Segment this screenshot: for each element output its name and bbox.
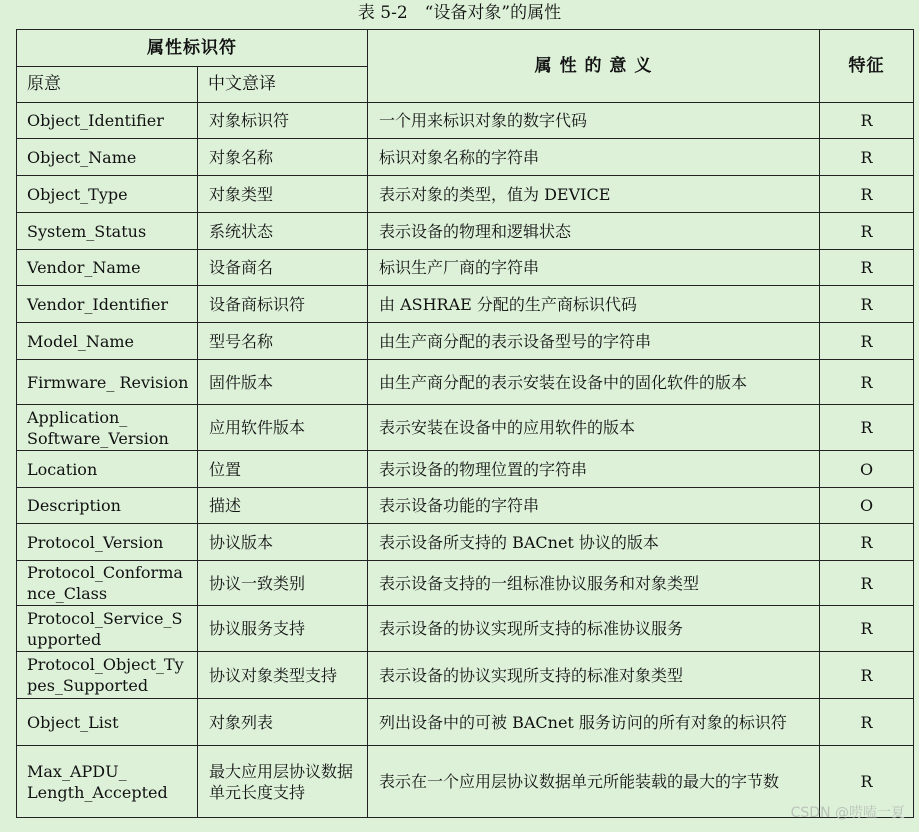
cell-feature: R bbox=[820, 561, 914, 606]
cell-feature: O bbox=[820, 451, 914, 488]
table-row bbox=[17, 699, 914, 746]
table-row bbox=[17, 213, 914, 250]
cell-feature: R bbox=[820, 360, 914, 405]
cell-meaning: 由 ASHRAE 分配的生产商标识代码 bbox=[368, 286, 820, 323]
header-property-identifier: 属性标识符 bbox=[17, 30, 368, 67]
cell-original: Object_List bbox=[17, 699, 198, 746]
cell-original: Vendor_Identifier bbox=[17, 286, 198, 323]
cell-original: Protocol_Object_Ty pes_Supported bbox=[17, 652, 198, 699]
table-row bbox=[17, 360, 914, 405]
table-row bbox=[17, 606, 914, 652]
cell-meaning: 表示设备功能的字符串 bbox=[368, 488, 820, 524]
cell-chinese: 应用软件版本 bbox=[198, 405, 368, 451]
cell-chinese: 协议版本 bbox=[198, 524, 368, 561]
cell-chinese: 协议对象类型支持 bbox=[198, 652, 368, 699]
table-row bbox=[17, 286, 914, 323]
cell-meaning: 一个用来标识对象的数字代码 bbox=[368, 103, 820, 139]
cell-meaning: 表示设备的协议实现所支持的标准协议服务 bbox=[368, 606, 820, 652]
cell-chinese: 设备商名 bbox=[198, 250, 368, 286]
cell-feature: R bbox=[820, 524, 914, 561]
cell-meaning: 表示设备所支持的 BACnet 协议的版本 bbox=[368, 524, 820, 561]
table-row bbox=[17, 451, 914, 488]
cell-feature: R bbox=[820, 652, 914, 699]
cell-feature: R bbox=[820, 176, 914, 213]
table-caption: 表 5-2 “设备对象”的属性 bbox=[357, 3, 562, 23]
cell-feature: O bbox=[820, 488, 914, 524]
cell-chinese: 系统状态 bbox=[198, 213, 368, 250]
cell-original: Max_APDU_ Length_Accepted bbox=[17, 746, 198, 818]
cell-feature: R bbox=[820, 139, 914, 176]
cell-feature: R bbox=[820, 103, 914, 139]
table-row bbox=[17, 250, 914, 286]
cell-original: Protocol_Conforma nce_Class bbox=[17, 561, 198, 606]
cell-feature: R bbox=[820, 699, 914, 746]
table-row bbox=[17, 488, 914, 524]
cell-meaning: 列出设备中的可被 BACnet 服务访问的所有对象的标识符 bbox=[368, 699, 820, 746]
cell-original: Protocol_Version bbox=[17, 524, 198, 561]
cell-chinese: 位置 bbox=[198, 451, 368, 488]
table-row bbox=[17, 746, 914, 818]
header-chinese: 中文意译 bbox=[198, 67, 368, 103]
cell-feature: R bbox=[820, 405, 914, 451]
cell-chinese: 对象列表 bbox=[198, 699, 368, 746]
cell-original: Model_Name bbox=[17, 323, 198, 360]
table-row bbox=[17, 323, 914, 360]
cell-meaning: 表示对象的类型，值为 DEVICE bbox=[368, 176, 820, 213]
table-row bbox=[17, 103, 914, 139]
cell-meaning: 表示设备的物理和逻辑状态 bbox=[368, 213, 820, 250]
cell-chinese: 描述 bbox=[198, 488, 368, 524]
cell-feature: R bbox=[820, 250, 914, 286]
cell-chinese: 对象名称 bbox=[198, 139, 368, 176]
cell-meaning: 表示安装在设备中的应用软件的版本 bbox=[368, 405, 820, 451]
cell-original: Description bbox=[17, 488, 198, 524]
cell-original: Object_Type bbox=[17, 176, 198, 213]
cell-meaning: 表示设备的协议实现所支持的标准对象类型 bbox=[368, 652, 820, 699]
cell-meaning: 标识对象名称的字符串 bbox=[368, 139, 820, 176]
watermark: CSDN @唠嗑一夏 bbox=[790, 805, 905, 821]
header-meaning: 属 性 的 意 义 bbox=[368, 30, 820, 103]
cell-original: Protocol_Service_S upported bbox=[17, 606, 198, 652]
cell-feature: R bbox=[820, 213, 914, 250]
cell-feature: R bbox=[820, 746, 914, 818]
cell-original: System_Status bbox=[17, 213, 198, 250]
table-row bbox=[17, 405, 914, 451]
cell-original: Object_Identifier bbox=[17, 103, 198, 139]
cell-chinese: 协议一致类别 bbox=[198, 561, 368, 606]
cell-feature: R bbox=[820, 323, 914, 360]
cell-feature: R bbox=[820, 606, 914, 652]
cell-chinese: 设备商标识符 bbox=[198, 286, 368, 323]
cell-original: Application_ Software_Version bbox=[17, 405, 198, 451]
cell-chinese: 型号名称 bbox=[198, 323, 368, 360]
cell-meaning: 表示在一个应用层协议数据单元所能装载的最大的字节数 bbox=[368, 746, 820, 818]
device-object-properties-table bbox=[16, 29, 914, 818]
cell-chinese: 对象标识符 bbox=[198, 103, 368, 139]
header-original: 原意 bbox=[17, 67, 198, 103]
cell-original: Vendor_Name bbox=[17, 250, 198, 286]
table-row bbox=[17, 139, 914, 176]
cell-meaning: 表示设备支持的一组标准协议服务和对象类型 bbox=[368, 561, 820, 606]
cell-original: Object_Name bbox=[17, 139, 198, 176]
cell-chinese: 协议服务支持 bbox=[198, 606, 368, 652]
header-feature: 特征 bbox=[820, 30, 914, 103]
table-row bbox=[17, 176, 914, 213]
table-row bbox=[17, 524, 914, 561]
cell-chinese: 最大应用层协议数据单元长度支持 bbox=[198, 746, 368, 818]
cell-chinese: 固件版本 bbox=[198, 360, 368, 405]
cell-feature: R bbox=[820, 286, 914, 323]
table-row bbox=[17, 652, 914, 699]
cell-chinese: 对象类型 bbox=[198, 176, 368, 213]
cell-meaning: 由生产商分配的表示安装在设备中的固化软件的版本 bbox=[368, 360, 820, 405]
cell-meaning: 表示设备的物理位置的字符串 bbox=[368, 451, 820, 488]
cell-original: Location bbox=[17, 451, 198, 488]
cell-original: Firmware_ Revision bbox=[17, 360, 198, 405]
table-row bbox=[17, 561, 914, 606]
cell-meaning: 由生产商分配的表示设备型号的字符串 bbox=[368, 323, 820, 360]
cell-meaning: 标识生产厂商的字符串 bbox=[368, 250, 820, 286]
